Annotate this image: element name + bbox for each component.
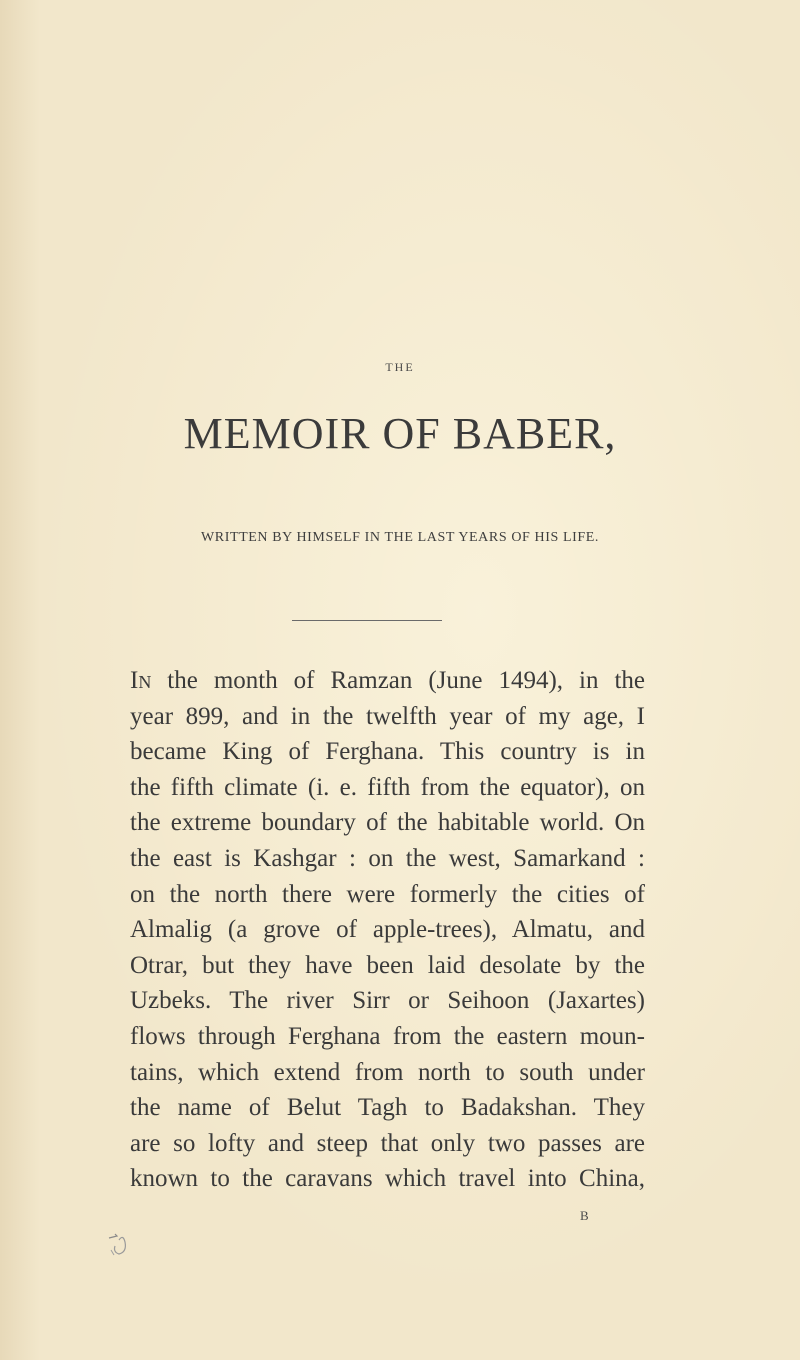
text-line: the extreme boundary of the habitable world. On (130, 809, 645, 837)
section-divider (292, 620, 442, 621)
text-line: Otrar, but they have been laid desolate by the (130, 951, 645, 979)
text-line: on the north there were formerly the cities of (130, 880, 645, 908)
text-line: became King of Ferghana. This country is in (130, 738, 645, 766)
text-line: the fifth climate (i. e. fifth from the equator), on (130, 773, 645, 801)
text-line: Almalig (a grove of apple-trees), Almatu, and (130, 916, 645, 944)
text-line: year 899, and in the twelfth year of my age, I (130, 702, 645, 730)
text-line: Uzbeks. The river Sirr or Seihoon (Jaxartes) (130, 987, 645, 1015)
title-kicker: THE (385, 360, 415, 374)
library-stamp-icon (105, 1228, 135, 1258)
text-line: tains, which extend from north to south under (130, 1058, 645, 1086)
text-line: are so lofty and steep that only two passes are (130, 1129, 645, 1157)
text-line: flows through Ferghana from the eastern moun- (130, 1022, 645, 1050)
text-line: In the month of Ramzan (June 1494), in the (130, 667, 645, 694)
text-line: the name of Belut Tagh to Badakshan. They (130, 1094, 645, 1122)
signature-mark: B (580, 1208, 589, 1223)
text-line: the east is Kashgar : on the west, Samarkand : (130, 844, 645, 872)
page-subtitle: WRITTEN BY HIMSELF IN THE LAST YEARS OF HIS LIFE. (200, 530, 600, 545)
page-title: MEMOIR OF BABER, (183, 409, 617, 458)
text-line: known to the caravans which travel into China, (130, 1165, 645, 1193)
body-paragraph (130, 663, 645, 1197)
drop-word: In (130, 667, 152, 694)
